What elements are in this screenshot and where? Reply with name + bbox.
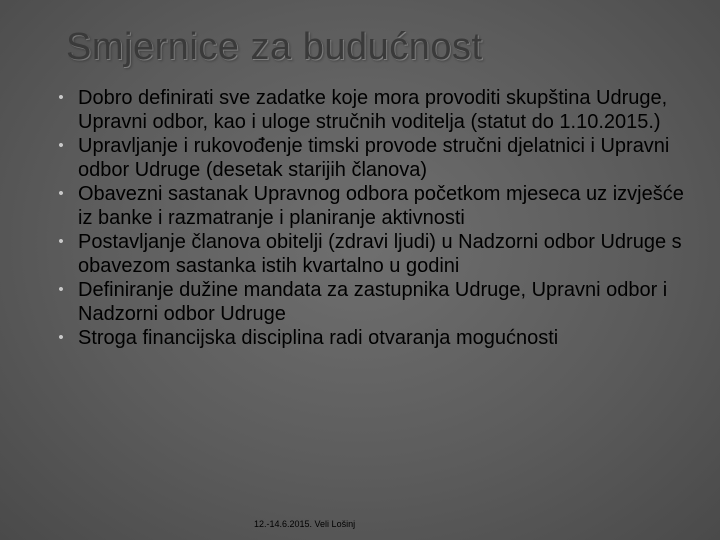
bullet-icon: • [58, 281, 64, 298]
bullet-icon: • [58, 137, 64, 154]
bullet-item [58, 134, 698, 182]
bullet-icon: • [58, 233, 64, 250]
bullet-item [58, 86, 698, 134]
bullet-item [58, 278, 698, 326]
bullet-icon: • [58, 89, 64, 106]
bullet-item [58, 326, 698, 350]
bullet-text: Dobro definirati sve zadatke koje mora provoditi skupština Udruge, Upravni odbor, kao i uloge stručnih voditelja (statut do 1.10.2015.) [78, 87, 668, 133]
bullet-list [58, 86, 698, 350]
bullet-text: Obavezni sastanak Upravnog odbora početkom mjeseca uz izvješće iz banke i razmatranje i planiranje aktivnosti [78, 183, 684, 229]
bullet-text: Definiranje dužine mandata za zastupnika Udruge, Upravni odbor i Nadzorni odbor Udruge [78, 279, 668, 325]
bullet-icon: • [58, 185, 64, 202]
slide-footer: 12.-14.6.2015. Veli Lošinj [254, 519, 356, 529]
bullet-text: Postavljanje članova obitelji (zdravi ljudi) u Nadzorni odbor Udruge s obavezom sastanka istih kvartalno u godini [78, 231, 682, 277]
bullet-text: Stroga financijska disciplina radi otvaranja mogućnosti [78, 327, 559, 349]
slide-title: Smjernice za budućnost [66, 26, 483, 68]
bullet-icon: • [58, 329, 64, 346]
bullet-item [58, 230, 698, 278]
bullet-text: Upravljanje i rukovođenje timski provode stručni djelatnici i Upravni odbor Udruge (desetak starijih članova) [78, 135, 670, 181]
bullet-item [58, 182, 698, 230]
